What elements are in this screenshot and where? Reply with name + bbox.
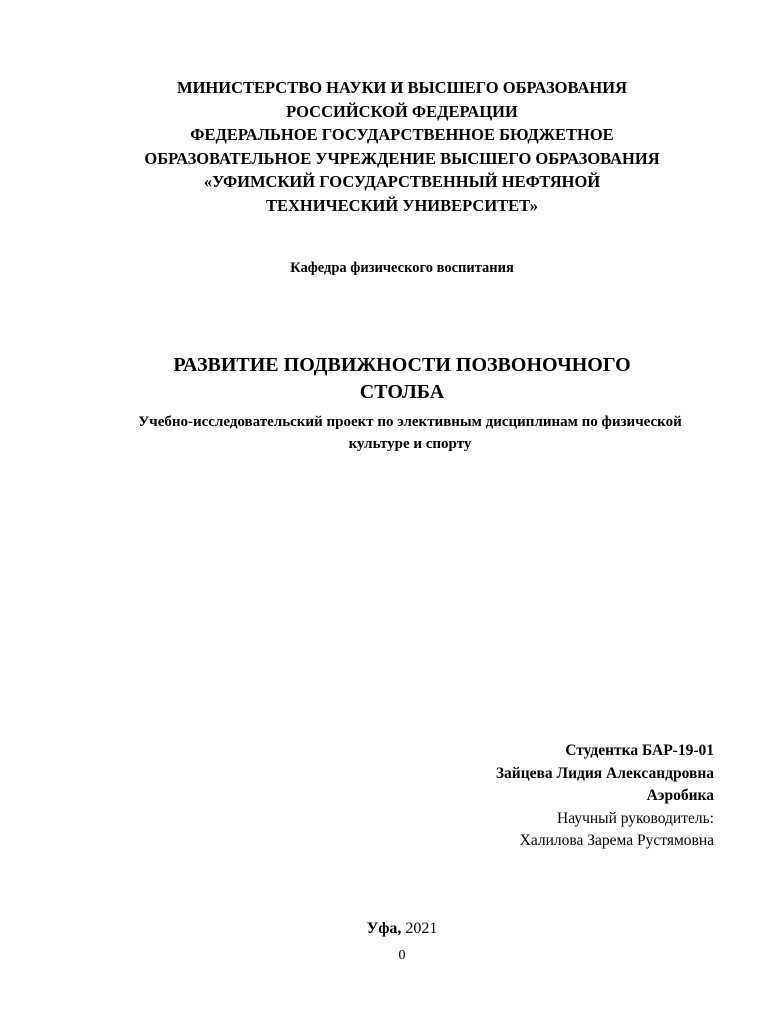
document-title (60, 352, 744, 406)
ministry-line: МИНИСТЕРСТВО НАУКИ И ВЫСШЕГО ОБРАЗОВАНИЯ (177, 78, 627, 97)
supervisor-label: Научный руководитель: (557, 809, 714, 827)
title-line: СТОЛБА (359, 381, 445, 403)
ministry-line: РОССИЙСКОЙ ФЕДЕРАЦИИ (286, 101, 518, 121)
university-line: ОБРАЗОВАТЕЛЬНОЕ УЧРЕЖДЕНИЕ ВЫСШЕГО ОБРАЗОВАНИЯ (144, 148, 660, 168)
university-line: ТЕХНИЧЕСКИЙ УНИВЕРСИТЕТ» (265, 195, 539, 215)
university-line: «УФИМСКИЙ ГОСУДАРСТВЕННЫЙ НЕФТЯНОЙ (203, 172, 601, 192)
student-group: Студентка БАР-19-01 (565, 742, 714, 759)
subtitle-line: культуре и спорту (348, 436, 472, 452)
department-name: Кафедра физического воспитания (290, 260, 514, 276)
document-subtitle (60, 411, 760, 455)
student-section: Аэробика (646, 787, 714, 805)
page-number: 0 (398, 948, 406, 963)
year: 2021 (401, 920, 438, 937)
city-year (60, 918, 744, 940)
supervisor-name: Халилова Зарема Рустямовна (519, 832, 714, 850)
title-line: РАЗВИТИЕ ПОДВИЖНОСТИ ПОЗВОНОЧНОГО (173, 354, 631, 376)
subtitle-line: Учебно-исследовательский проект по элективным дисциплинам по физической (138, 414, 682, 430)
author-block (314, 740, 714, 853)
city: Уфа, (366, 920, 402, 937)
ministry-header (60, 76, 744, 218)
university-line: ФЕДЕРАЛЬНОЕ ГОСУДАРСТВЕННОЕ БЮДЖЕТНОЕ (190, 125, 614, 145)
student-name: Зайцева Лидия Александровна (495, 764, 714, 782)
